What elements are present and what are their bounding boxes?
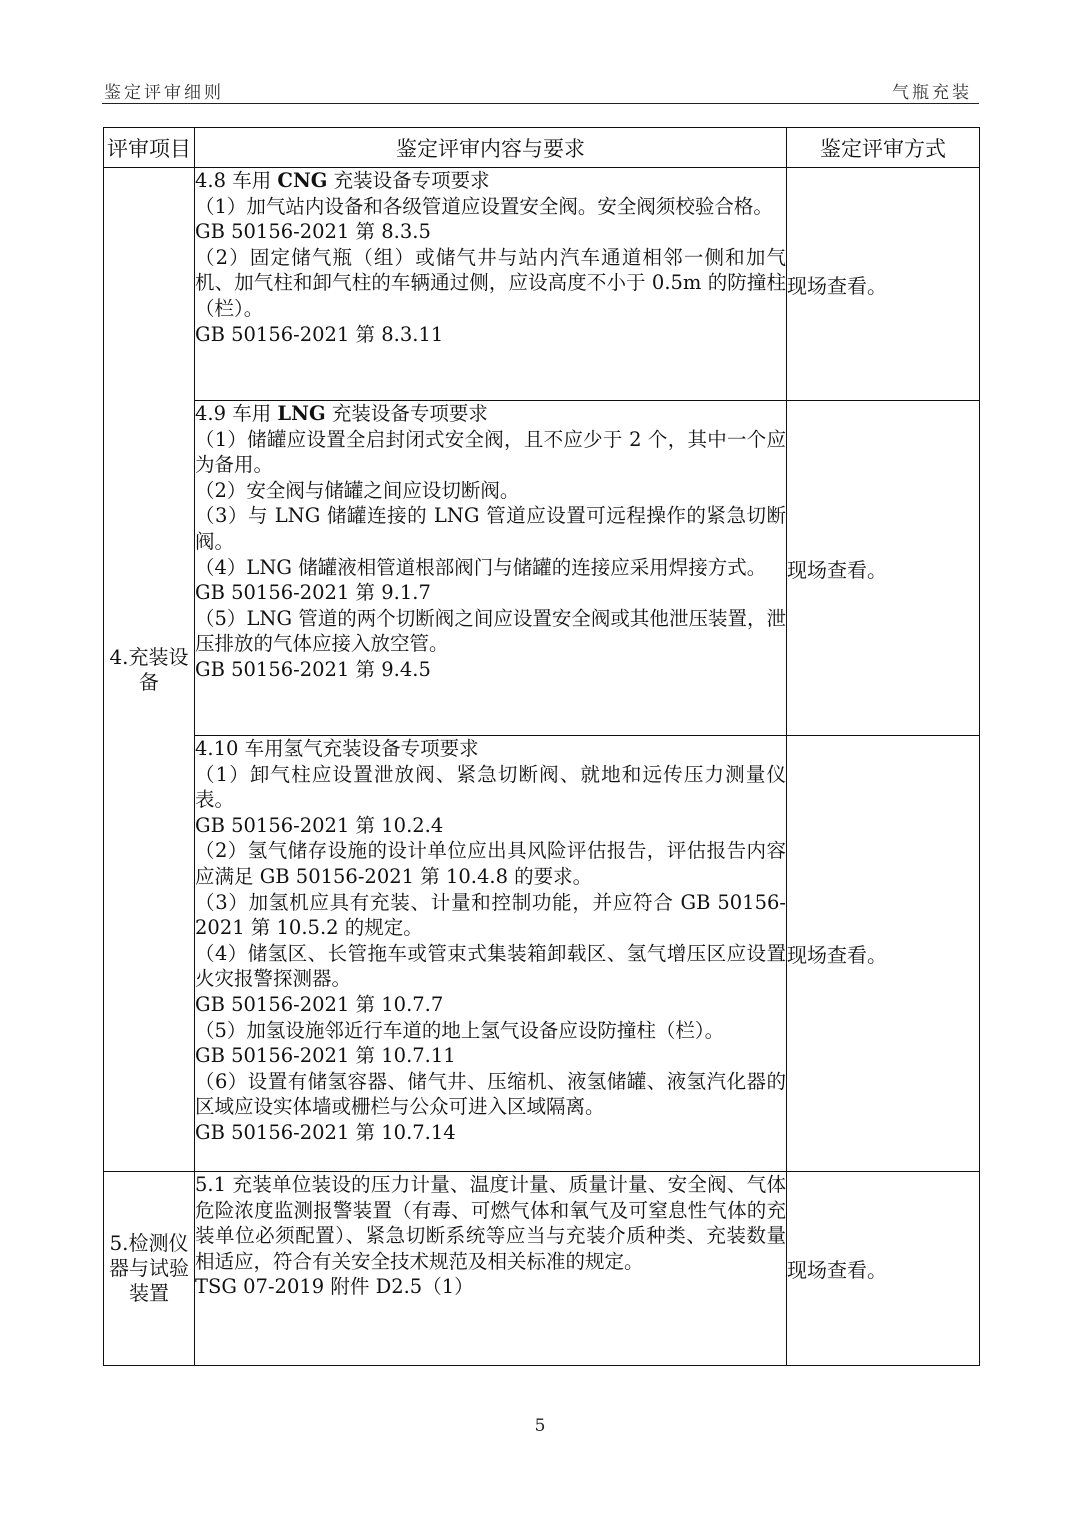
content-line: GB 50156-2021 第 10.7.7 [195, 992, 444, 1016]
item-title: 4.10 车用氢气充装设备专项要求 [195, 737, 479, 760]
content-line: （4）LNG 储罐液相管道根部阀门与储罐的连接应采用焊接方式。 [195, 555, 767, 579]
content-line: 5.1 充装单位装设的压力计量、温度计量、质量计量、安全阀、气体危险浓度监测报警装置（有毒、可燃气体和氧气及可窒息性气体的充装单位必须配置）、紧急切断系统等应当与充装介质种类、充装数量相适应，符合有关安全技术规范及相关标准的规定。 [195, 1173, 786, 1273]
content-line: GB 50156-2021 第 8.3.11 [195, 322, 444, 346]
header-rule [102, 103, 979, 104]
content-line: （5）加氢设施邻近行车道的地上氢气设备应设防撞柱（栏）。 [195, 1018, 725, 1042]
content-line: （6）设置有储氢容器、储气井、压缩机、液氢储罐、液氢汽化器的区域应设实体墙或栅栏与公众可进入区域隔离。 [195, 1069, 786, 1119]
column-header-project: 评审项目 [104, 128, 195, 168]
header-left-title: 鉴定评审细则 [104, 83, 224, 103]
project-cell-charging-equipment: 4.充装设备 [104, 168, 195, 1172]
content-line: GB 50156-2021 第 10.7.14 [195, 1120, 456, 1144]
content-line: GB 50156-2021 第 10.7.11 [195, 1044, 456, 1068]
content-line: GB 50156-2021 第 10.2.4 [195, 813, 444, 837]
table-row [104, 736, 980, 1172]
column-header-method: 鉴定评审方式 [787, 128, 980, 168]
page-number: 5 [534, 1416, 546, 1436]
table-row [104, 401, 980, 736]
content-line: GB 50156-2021 第 8.3.5 [195, 220, 431, 244]
item-title: 4.8 车用 CNG 充装设备专项要求 [195, 169, 490, 192]
content-cell-4-9 [195, 401, 787, 736]
content-line: （3）加氢机应具有充装、计量和控制功能，并应符合 GB 50156-2021 第 10.5.2 的规定。 [195, 890, 786, 940]
header-right-title: 气瓶充装 [892, 83, 972, 103]
method-cell: 现场查看。 [787, 1172, 980, 1366]
review-table [103, 127, 980, 1366]
content-line: TSG 07-2019 附件 D2.5（1） [195, 1275, 474, 1299]
content-line: （5）LNG 管道的两个切断阀之间应设置安全阀或其他泄压装置，泄压排放的气体应接入放空管。 [195, 606, 786, 656]
content-line: （3）与 LNG 储罐连接的 LNG 管道应设置可远程操作的紧急切断阀。 [195, 504, 786, 553]
item-title: 4.9 车用 LNG 充装设备专项要求 [195, 402, 488, 425]
content-cell-4-8 [195, 168, 787, 401]
content-line: （4）储氢区、长管拖车或管束式集装箱卸载区、氢气增压区应设置火灾报警探测器。 [195, 941, 786, 991]
method-cell: 现场查看。 [787, 736, 980, 1172]
content-cell-5-1 [195, 1172, 787, 1366]
content-line: GB 50156-2021 第 9.1.7 [195, 581, 431, 605]
content-line: （1）加气站内设备和各级管道应设置安全阀。安全阀须校验合格。 [195, 194, 773, 218]
content-line: （2）安全阀与储罐之间应设切断阀。 [195, 478, 520, 502]
column-header-content: 鉴定评审内容与要求 [195, 128, 787, 168]
table-row [104, 168, 980, 401]
content-line: （2）固定储气瓶（组）或储气井与站内汽车通道相邻一侧和加气机、加气柱和卸气柱的车辆通过侧，应设高度不小于 0.5m 的防撞柱（栏）。 [195, 245, 786, 320]
content-line: GB 50156-2021 第 9.4.5 [195, 657, 431, 681]
method-cell: 现场查看。 [787, 168, 980, 401]
content-line: （1）储罐应设置全启封闭式安全阀，且不应少于 2 个，其中一个应为备用。 [195, 427, 786, 477]
table-row [104, 1172, 980, 1366]
table-header-row [104, 128, 980, 168]
content-cell-4-10 [195, 736, 787, 1172]
content-line: （1）卸气柱应设置泄放阀、紧急切断阀、就地和远传压力测量仪表。 [195, 762, 786, 812]
method-cell: 现场查看。 [787, 401, 980, 736]
content-line: （2）氢气储存设施的设计单位应出具风险评估报告，评估报告内容应满足 GB 50156-2021 第 10.4.8 的要求。 [195, 839, 786, 888]
project-cell-instruments: 5.检测仪器与试验装置 [104, 1172, 195, 1366]
